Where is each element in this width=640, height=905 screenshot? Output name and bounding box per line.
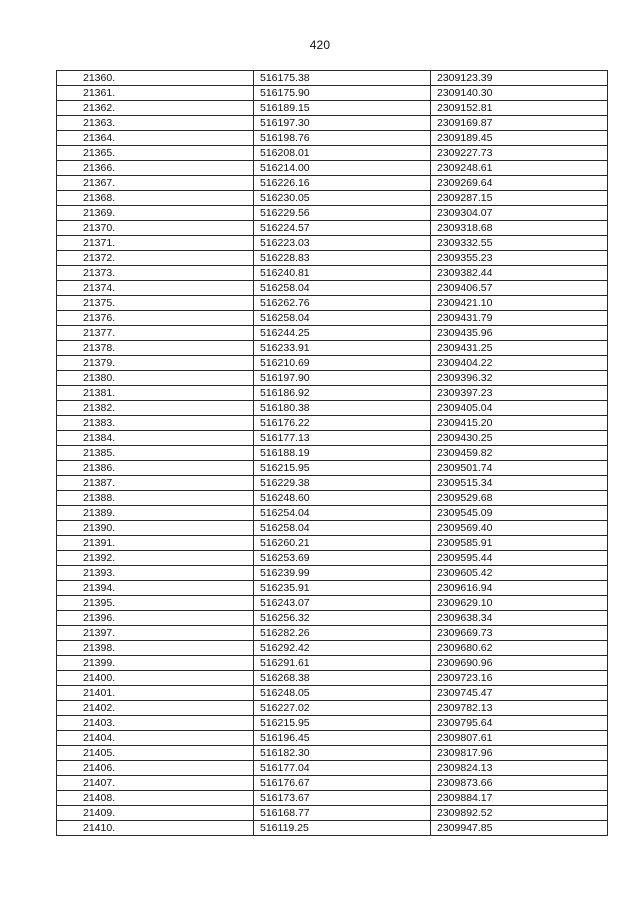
y-coordinate-cell: 2309430.25 [431,431,608,446]
x-coordinate-cell: 516224.57 [254,221,431,236]
table-row [57,491,608,506]
point-number-cell: 21395. [57,596,254,611]
x-coordinate-cell: 516243.07 [254,596,431,611]
y-coordinate-cell: 2309415.20 [431,416,608,431]
point-number-cell: 21363. [57,116,254,131]
point-number-cell: 21365. [57,146,254,161]
y-coordinate-cell: 2309616.94 [431,581,608,596]
y-coordinate-cell: 2309723.16 [431,671,608,686]
point-number-cell: 21407. [57,776,254,791]
table-row [57,131,608,146]
y-coordinate-cell: 2309248.61 [431,161,608,176]
table-row [57,821,608,836]
table-row [57,551,608,566]
x-coordinate-cell: 516254.04 [254,506,431,521]
y-coordinate-cell: 2309824.13 [431,761,608,776]
table-row [57,626,608,641]
point-number-cell: 21409. [57,806,254,821]
point-number-cell: 21364. [57,131,254,146]
x-coordinate-cell: 516180.38 [254,401,431,416]
y-coordinate-cell: 2309355.23 [431,251,608,266]
table-row [57,671,608,686]
x-coordinate-cell: 516189.15 [254,101,431,116]
table-row [57,116,608,131]
table-row [57,236,608,251]
y-coordinate-cell: 2309817.96 [431,746,608,761]
point-number-cell: 21405. [57,746,254,761]
table-row [57,566,608,581]
y-coordinate-cell: 2309169.87 [431,116,608,131]
point-number-cell: 21410. [57,821,254,836]
x-coordinate-cell: 516198.76 [254,131,431,146]
y-coordinate-cell: 2309690.96 [431,656,608,671]
x-coordinate-cell: 516119.25 [254,821,431,836]
x-coordinate-cell: 516210.69 [254,356,431,371]
x-coordinate-cell: 516188.19 [254,446,431,461]
table-row [57,536,608,551]
table-row [57,86,608,101]
point-number-cell: 21406. [57,761,254,776]
table-row [57,161,608,176]
table-row [57,71,608,86]
x-coordinate-cell: 516258.04 [254,281,431,296]
table-row [57,701,608,716]
point-number-cell: 21376. [57,311,254,326]
point-number-cell: 21397. [57,626,254,641]
y-coordinate-cell: 2309397.23 [431,386,608,401]
page-number: 420 [309,38,331,52]
table-row [57,146,608,161]
x-coordinate-cell: 516208.01 [254,146,431,161]
point-number-cell: 21402. [57,701,254,716]
point-number-cell: 21400. [57,671,254,686]
y-coordinate-cell: 2309382.44 [431,266,608,281]
table-row [57,401,608,416]
point-number-cell: 21399. [57,656,254,671]
point-number-cell: 21385. [57,446,254,461]
table-row [57,761,608,776]
table-row [57,596,608,611]
point-number-cell: 21379. [57,356,254,371]
x-coordinate-cell: 516292.42 [254,641,431,656]
x-coordinate-cell: 516176.67 [254,776,431,791]
point-number-cell: 21394. [57,581,254,596]
table-row [57,806,608,821]
x-coordinate-cell: 516182.30 [254,746,431,761]
x-coordinate-cell: 516215.95 [254,461,431,476]
y-coordinate-cell: 2309318.68 [431,221,608,236]
table-row [57,191,608,206]
y-coordinate-cell: 2309515.34 [431,476,608,491]
table-row [57,686,608,701]
table-row [57,356,608,371]
x-coordinate-cell: 516175.90 [254,86,431,101]
table-row [57,281,608,296]
x-coordinate-cell: 516175.38 [254,71,431,86]
x-coordinate-cell: 516260.21 [254,536,431,551]
point-number-cell: 21390. [57,521,254,536]
x-coordinate-cell: 516197.90 [254,371,431,386]
y-coordinate-cell: 2309605.42 [431,566,608,581]
point-number-cell: 21360. [57,71,254,86]
y-coordinate-cell: 2309884.17 [431,791,608,806]
x-coordinate-cell: 516262.76 [254,296,431,311]
y-coordinate-cell: 2309406.57 [431,281,608,296]
point-number-cell: 21401. [57,686,254,701]
table-row [57,101,608,116]
point-number-cell: 21404. [57,731,254,746]
x-coordinate-cell: 516214.00 [254,161,431,176]
table-row [57,431,608,446]
x-coordinate-cell: 516233.91 [254,341,431,356]
y-coordinate-cell: 2309431.79 [431,311,608,326]
x-coordinate-cell: 516244.25 [254,326,431,341]
x-coordinate-cell: 516186.92 [254,386,431,401]
point-number-cell: 21398. [57,641,254,656]
y-coordinate-cell: 2309123.39 [431,71,608,86]
table-row [57,791,608,806]
table-row [57,251,608,266]
table-row [57,731,608,746]
y-coordinate-cell: 2309638.34 [431,611,608,626]
point-number-cell: 21377. [57,326,254,341]
point-number-cell: 21369. [57,206,254,221]
x-coordinate-cell: 516253.69 [254,551,431,566]
y-coordinate-cell: 2309140.30 [431,86,608,101]
x-coordinate-cell: 516248.05 [254,686,431,701]
x-coordinate-cell: 516239.99 [254,566,431,581]
x-coordinate-cell: 516268.38 [254,671,431,686]
y-coordinate-cell: 2309947.85 [431,821,608,836]
x-coordinate-cell: 516240.81 [254,266,431,281]
point-number-cell: 21374. [57,281,254,296]
coordinates-table [56,70,608,836]
x-coordinate-cell: 516227.02 [254,701,431,716]
table-row [57,746,608,761]
table-row [57,446,608,461]
x-coordinate-cell: 516229.38 [254,476,431,491]
y-coordinate-cell: 2309569.40 [431,521,608,536]
y-coordinate-cell: 2309545.09 [431,506,608,521]
x-coordinate-cell: 516197.30 [254,116,431,131]
y-coordinate-cell: 2309404.22 [431,356,608,371]
point-number-cell: 21384. [57,431,254,446]
x-coordinate-cell: 516196.45 [254,731,431,746]
point-number-cell: 21387. [57,476,254,491]
point-number-cell: 21392. [57,551,254,566]
x-coordinate-cell: 516168.77 [254,806,431,821]
x-coordinate-cell: 516177.04 [254,761,431,776]
point-number-cell: 21391. [57,536,254,551]
table-row [57,206,608,221]
point-number-cell: 21393. [57,566,254,581]
table-row [57,341,608,356]
x-coordinate-cell: 516258.04 [254,311,431,326]
table-row [57,611,608,626]
y-coordinate-cell: 2309435.96 [431,326,608,341]
y-coordinate-cell: 2309421.10 [431,296,608,311]
point-number-cell: 21368. [57,191,254,206]
point-number-cell: 21378. [57,341,254,356]
point-number-cell: 21362. [57,101,254,116]
y-coordinate-cell: 2309585.91 [431,536,608,551]
y-coordinate-cell: 2309189.45 [431,131,608,146]
table-row [57,581,608,596]
x-coordinate-cell: 516291.61 [254,656,431,671]
point-number-cell: 21408. [57,791,254,806]
table-row [57,386,608,401]
y-coordinate-cell: 2309807.61 [431,731,608,746]
table-row [57,776,608,791]
x-coordinate-cell: 516258.04 [254,521,431,536]
y-coordinate-cell: 2309529.68 [431,491,608,506]
y-coordinate-cell: 2309873.66 [431,776,608,791]
x-coordinate-cell: 516173.67 [254,791,431,806]
point-number-cell: 21380. [57,371,254,386]
y-coordinate-cell: 2309745.47 [431,686,608,701]
y-coordinate-cell: 2309405.04 [431,401,608,416]
x-coordinate-cell: 516177.13 [254,431,431,446]
x-coordinate-cell: 516230.05 [254,191,431,206]
point-number-cell: 21396. [57,611,254,626]
table-row [57,416,608,431]
table-row [57,656,608,671]
x-coordinate-cell: 516228.83 [254,251,431,266]
point-number-cell: 21403. [57,716,254,731]
y-coordinate-cell: 2309595.44 [431,551,608,566]
x-coordinate-cell: 516223.03 [254,236,431,251]
table-row [57,311,608,326]
y-coordinate-cell: 2309227.73 [431,146,608,161]
y-coordinate-cell: 2309629.10 [431,596,608,611]
y-coordinate-cell: 2309459.82 [431,446,608,461]
x-coordinate-cell: 516226.16 [254,176,431,191]
table-row [57,176,608,191]
x-coordinate-cell: 516229.56 [254,206,431,221]
table-row [57,506,608,521]
y-coordinate-cell: 2309782.13 [431,701,608,716]
y-coordinate-cell: 2309396.32 [431,371,608,386]
point-number-cell: 21372. [57,251,254,266]
table-row [57,521,608,536]
y-coordinate-cell: 2309892.52 [431,806,608,821]
y-coordinate-cell: 2309680.62 [431,641,608,656]
table-row [57,221,608,236]
coordinates-table-body [57,71,608,836]
y-coordinate-cell: 2309795.64 [431,716,608,731]
y-coordinate-cell: 2309287.15 [431,191,608,206]
point-number-cell: 21371. [57,236,254,251]
point-number-cell: 21366. [57,161,254,176]
point-number-cell: 21386. [57,461,254,476]
point-number-cell: 21383. [57,416,254,431]
x-coordinate-cell: 516176.22 [254,416,431,431]
point-number-cell: 21389. [57,506,254,521]
x-coordinate-cell: 516248.60 [254,491,431,506]
y-coordinate-cell: 2309431.25 [431,341,608,356]
y-coordinate-cell: 2309501.74 [431,461,608,476]
point-number-cell: 21367. [57,176,254,191]
point-number-cell: 21381. [57,386,254,401]
table-row [57,716,608,731]
y-coordinate-cell: 2309304.07 [431,206,608,221]
y-coordinate-cell: 2309269.64 [431,176,608,191]
table-row [57,296,608,311]
point-number-cell: 21375. [57,296,254,311]
x-coordinate-cell: 516256.32 [254,611,431,626]
point-number-cell: 21388. [57,491,254,506]
x-coordinate-cell: 516215.95 [254,716,431,731]
table-row [57,476,608,491]
table-row [57,266,608,281]
x-coordinate-cell: 516282.26 [254,626,431,641]
point-number-cell: 21370. [57,221,254,236]
table-row [57,371,608,386]
point-number-cell: 21382. [57,401,254,416]
table-row [57,641,608,656]
point-number-cell: 21373. [57,266,254,281]
point-number-cell: 21361. [57,86,254,101]
y-coordinate-cell: 2309669.73 [431,626,608,641]
y-coordinate-cell: 2309332.55 [431,236,608,251]
table-row [57,461,608,476]
table-row [57,326,608,341]
x-coordinate-cell: 516235.91 [254,581,431,596]
y-coordinate-cell: 2309152.81 [431,101,608,116]
